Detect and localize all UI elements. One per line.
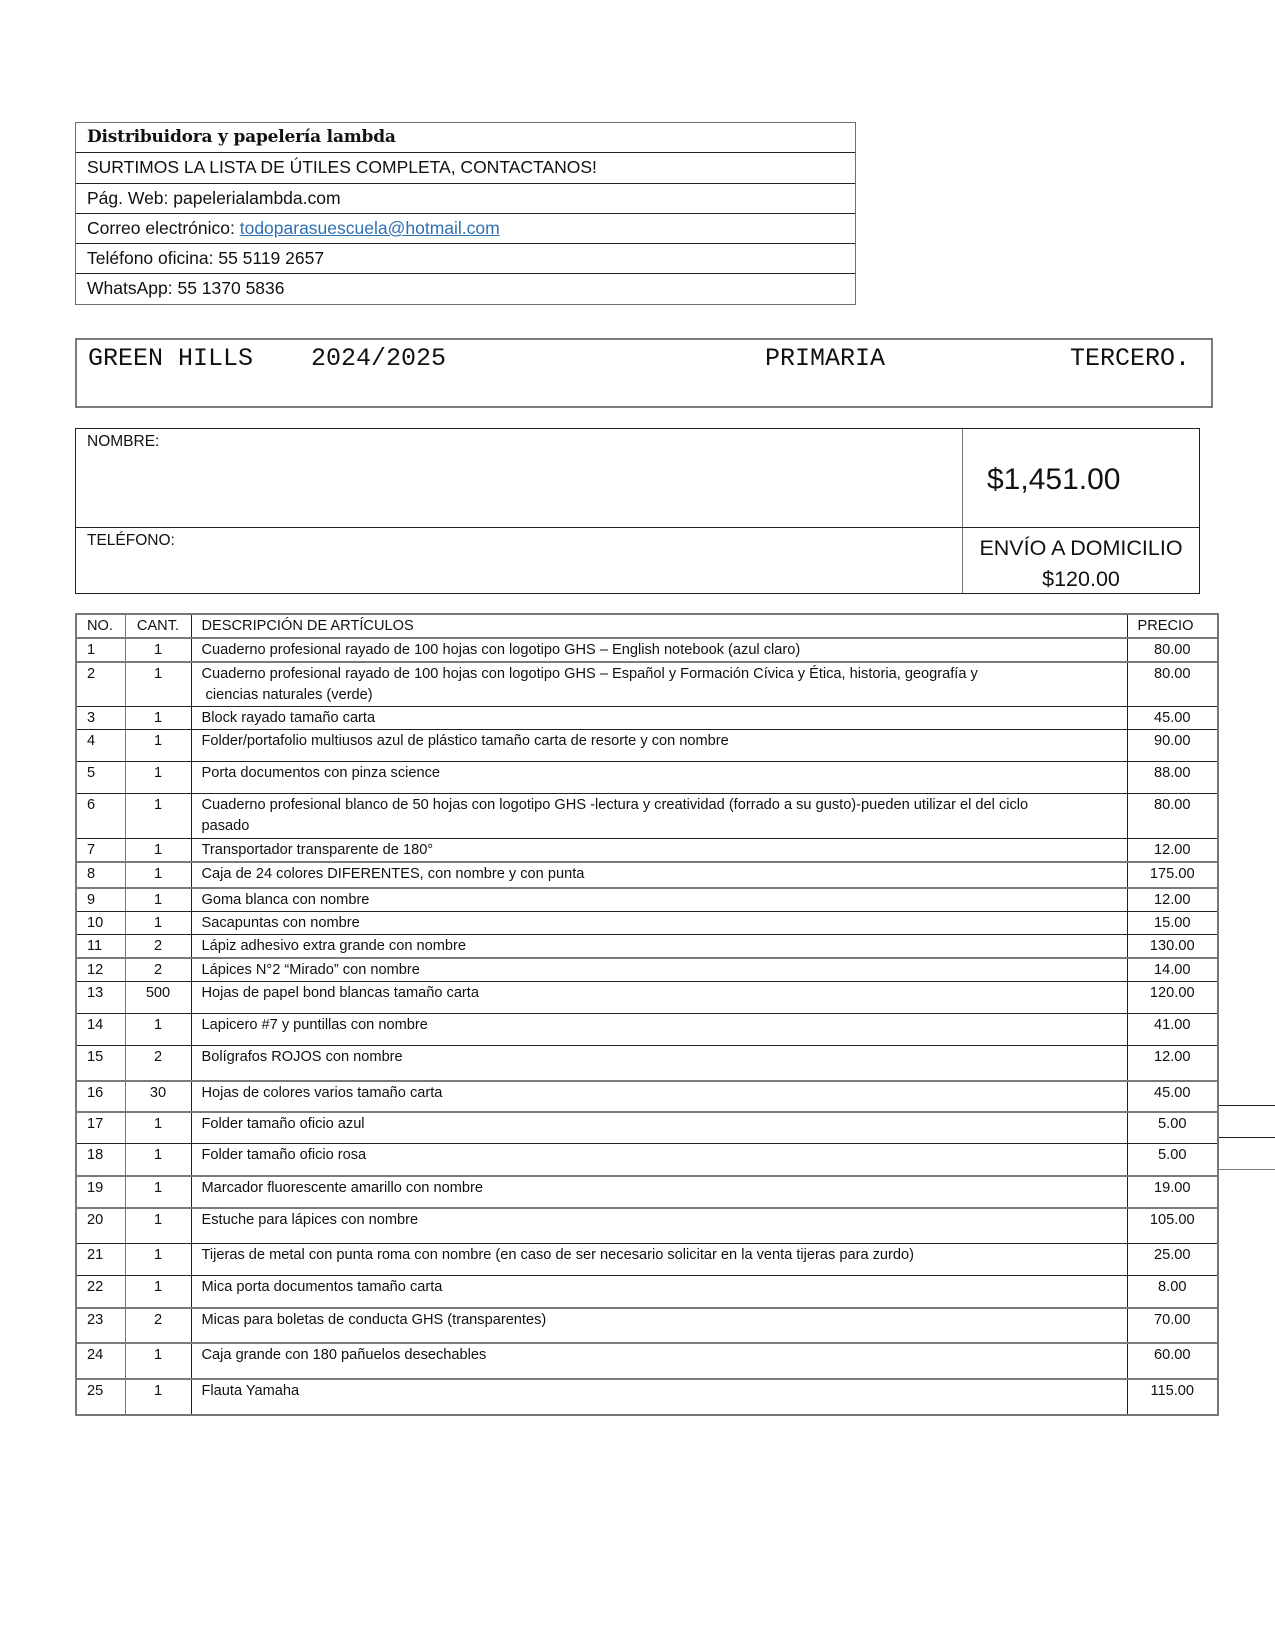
item-price: 60.00: [1127, 1343, 1217, 1379]
item-description: Transportador transparente de 180°: [191, 839, 1127, 863]
header-desc: DESCRIPCIÓN DE ARTÍCULOS: [191, 615, 1127, 638]
table-row: [77, 1343, 1217, 1379]
customer-info-box: [75, 428, 1200, 594]
table-row: [77, 794, 1217, 839]
school-year: 2024/2025: [311, 344, 447, 373]
table-row: [77, 1081, 1217, 1112]
item-quantity: 1: [125, 862, 191, 888]
table-row: [77, 730, 1217, 762]
order-total: $1,451.00: [987, 463, 1121, 496]
item-description: Estuche para lápices con nombre: [191, 1208, 1127, 1244]
item-quantity: 1: [125, 1276, 191, 1308]
item-description-line: ciencias naturales (verde): [201, 687, 373, 703]
table-row: [77, 1144, 1217, 1176]
phone-field-label: TELÉFONO:: [87, 532, 175, 549]
item-price: 175.00: [1127, 862, 1217, 888]
item-quantity: 1: [125, 794, 191, 839]
item-description: [191, 794, 1127, 839]
school-banner: [75, 338, 1213, 408]
table-row: [77, 1276, 1217, 1308]
item-description: Mica porta documentos tamaño carta: [191, 1276, 1127, 1308]
item-quantity: 1: [125, 638, 191, 662]
item-number: 15: [77, 1046, 125, 1081]
whatsapp-line: WhatsApp: 55 1370 5836: [76, 273, 855, 303]
header-no: NO.: [77, 615, 125, 638]
item-description: Sacapuntas con nombre: [191, 912, 1127, 935]
item-price: 15.00: [1127, 912, 1217, 935]
item-description: Hojas de colores varios tamaño carta: [191, 1081, 1127, 1112]
table-row: [77, 958, 1217, 982]
table-row: [77, 1308, 1217, 1343]
item-number: 2: [77, 662, 125, 707]
table-row: [77, 662, 1217, 707]
table-row: [77, 1112, 1217, 1144]
header-cant: CANT.: [125, 615, 191, 638]
item-quantity: 500: [125, 982, 191, 1014]
item-quantity: 2: [125, 958, 191, 982]
item-number: 7: [77, 839, 125, 863]
item-description: Flauta Yamaha: [191, 1379, 1127, 1414]
item-description: Lápiz adhesivo extra grande con nombre: [191, 935, 1127, 959]
table-row: [77, 1176, 1217, 1208]
item-number: 5: [77, 762, 125, 794]
item-number: 11: [77, 935, 125, 959]
table-row: [77, 1379, 1217, 1414]
table-row: [77, 1014, 1217, 1046]
item-number: 3: [77, 707, 125, 730]
item-number: 25: [87, 1382, 104, 1399]
item-price: 12.00: [1127, 839, 1217, 863]
item-quantity: 1: [125, 1244, 191, 1276]
item-number: 12: [77, 958, 125, 982]
item-quantity: 2: [125, 1308, 191, 1343]
table-row: [77, 912, 1217, 935]
item-quantity: 1: [125, 839, 191, 863]
table-row: [77, 982, 1217, 1014]
item-number: 1: [77, 638, 125, 662]
item-price: 115.00: [1127, 1379, 1217, 1414]
item-number: 14: [77, 1014, 125, 1046]
item-price: 90.00: [1127, 730, 1217, 762]
item-description: Lapicero #7 y puntillas con nombre: [191, 1014, 1127, 1046]
email-link[interactable]: todoparasuescuela@hotmail.com: [239, 217, 500, 238]
name-field-label: NOMBRE:: [87, 433, 160, 450]
item-quantity: 1: [125, 912, 191, 935]
item-description-line: Cuaderno profesional blanco de 50 hojas con logotipo GHS -lectura y creatividad (forrado a su gusto)-pueden utilizar el del ciclo: [201, 797, 1029, 813]
item-price: 105.00: [1127, 1208, 1217, 1244]
item-price: 25.00: [1127, 1244, 1217, 1276]
item-description: Caja grande con 180 pañuelos desechables: [191, 1343, 1127, 1379]
item-price: 19.00: [1127, 1176, 1217, 1208]
shipping-cost: $120.00: [1042, 567, 1120, 591]
item-price: 41.00: [1127, 1014, 1217, 1046]
school-name: GREEN HILLS: [88, 344, 254, 373]
shipping-label: ENVÍO A DOMICILIO: [979, 536, 1183, 560]
item-number: 13: [77, 982, 125, 1014]
item-description: Folder tamaño oficio azul: [191, 1112, 1127, 1144]
table-row: [77, 935, 1217, 959]
table-row: [77, 707, 1217, 730]
table-header-row: [77, 615, 1217, 638]
item-number: 23: [77, 1308, 125, 1343]
item-price: 45.00: [1127, 1081, 1217, 1112]
divider: [76, 527, 1199, 528]
item-price: 12.00: [1127, 1046, 1217, 1081]
item-number: 22: [77, 1276, 125, 1308]
table-row: [77, 1208, 1217, 1244]
school-level: PRIMARIA: [765, 344, 886, 373]
item-number: 6: [77, 794, 125, 839]
item-number: 10: [77, 912, 125, 935]
item-price: 120.00: [1127, 982, 1217, 1014]
item-price: 88.00: [1127, 762, 1217, 794]
item-description: Cuaderno profesional rayado de 100 hojas con logotipo GHS – English notebook (azul claro): [191, 638, 1127, 662]
table-row: [77, 1046, 1217, 1081]
item-description: Micas para boletas de conducta GHS (transparentes): [191, 1308, 1127, 1343]
item-quantity: 1: [125, 888, 191, 912]
item-description: Lápices N°2 “Mirado” con nombre: [191, 958, 1127, 982]
item-number: 17: [77, 1112, 125, 1144]
item-number: 21: [77, 1244, 125, 1276]
company-name: Distribuidora y papelería lambda: [87, 127, 396, 147]
item-quantity: 1: [125, 707, 191, 730]
item-price: 70.00: [1127, 1308, 1217, 1343]
header-price: PRECIO: [1127, 615, 1217, 638]
divider: [1219, 1169, 1275, 1170]
item-quantity: 1: [125, 662, 191, 707]
item-description: Block rayado tamaño carta: [191, 707, 1127, 730]
item-price: 80.00: [1127, 794, 1217, 839]
item-price: 80.00: [1127, 662, 1217, 707]
table-row: [77, 888, 1217, 912]
item-number: 20: [77, 1208, 125, 1244]
item-description: [191, 662, 1127, 707]
item-price: 5.00: [1127, 1144, 1217, 1176]
website-line: Pág. Web: papelerialambda.com: [76, 183, 855, 213]
item-description-line: Cuaderno profesional rayado de 100 hojas con logotipo GHS – Español y Formación Cívica y Ética, historia, geografía y: [201, 666, 978, 682]
item-quantity: 1: [125, 1343, 191, 1379]
table-row: [77, 1244, 1217, 1276]
item-quantity: 2: [125, 1046, 191, 1081]
item-quantity: 2: [125, 935, 191, 959]
item-price: 14.00: [1127, 958, 1217, 982]
item-number: 9: [77, 888, 125, 912]
tagline: SURTIMOS LA LISTA DE ÚTILES COMPLETA, CONTACTANOS!: [76, 152, 855, 182]
contact-info-box: [75, 122, 856, 305]
item-description: Goma blanca con nombre: [191, 888, 1127, 912]
item-quantity: 1: [125, 762, 191, 794]
item-price: 8.00: [1127, 1276, 1217, 1308]
item-description: Folder tamaño oficio rosa: [191, 1144, 1127, 1176]
table-row: [77, 762, 1217, 794]
email-label: Correo electrónico:: [87, 217, 240, 238]
shipping-info: [962, 533, 1200, 595]
supplies-table: [75, 613, 1219, 1416]
item-quantity: 1: [125, 1176, 191, 1208]
item-quantity: 1: [125, 730, 191, 762]
divider: [1219, 1137, 1275, 1138]
item-price: 80.00: [1127, 638, 1217, 662]
item-description: Porta documentos con pinza science: [191, 762, 1127, 794]
item-description-line: pasado: [201, 818, 250, 834]
item-price: 5.00: [1127, 1112, 1217, 1144]
item-number: 18: [77, 1144, 125, 1176]
item-quantity: 30: [125, 1081, 191, 1112]
item-price: 130.00: [1127, 935, 1217, 959]
item-price: 45.00: [1127, 707, 1217, 730]
item-description: Folder/portafolio multiusos azul de plástico tamaño carta de resorte y con nombre: [191, 730, 1127, 762]
item-number: 19: [77, 1176, 125, 1208]
item-description: Bolígrafos ROJOS con nombre: [191, 1046, 1127, 1081]
item-quantity: 1: [125, 1112, 191, 1144]
table-row: [77, 839, 1217, 863]
item-quantity: 1: [125, 1208, 191, 1244]
item-quantity: 1: [125, 1144, 191, 1176]
divider: [1219, 1105, 1275, 1106]
item-number: 24: [77, 1343, 125, 1379]
table-row: [77, 638, 1217, 662]
item-quantity: 1: [125, 1014, 191, 1046]
school-grade: TERCERO.: [1070, 344, 1191, 373]
item-number: 8: [77, 862, 125, 888]
email-line: [76, 213, 855, 243]
item-description: Hojas de papel bond blancas tamaño carta: [191, 982, 1127, 1014]
table-row: [77, 862, 1217, 888]
item-price: 12.00: [1127, 888, 1217, 912]
office-phone-line: Teléfono oficina: 55 5119 2657: [76, 243, 855, 273]
item-description: Tijeras de metal con punta roma con nombre (en caso de ser necesario solicitar en la venta tijeras para zurdo): [191, 1244, 1127, 1276]
item-quantity: 1: [125, 1379, 191, 1414]
item-description: Marcador fluorescente amarillo con nombre: [191, 1176, 1127, 1208]
item-description: Caja de 24 colores DIFERENTES, con nombre y con punta: [191, 862, 1127, 888]
item-number: 16: [77, 1081, 125, 1112]
item-number: 4: [77, 730, 125, 762]
